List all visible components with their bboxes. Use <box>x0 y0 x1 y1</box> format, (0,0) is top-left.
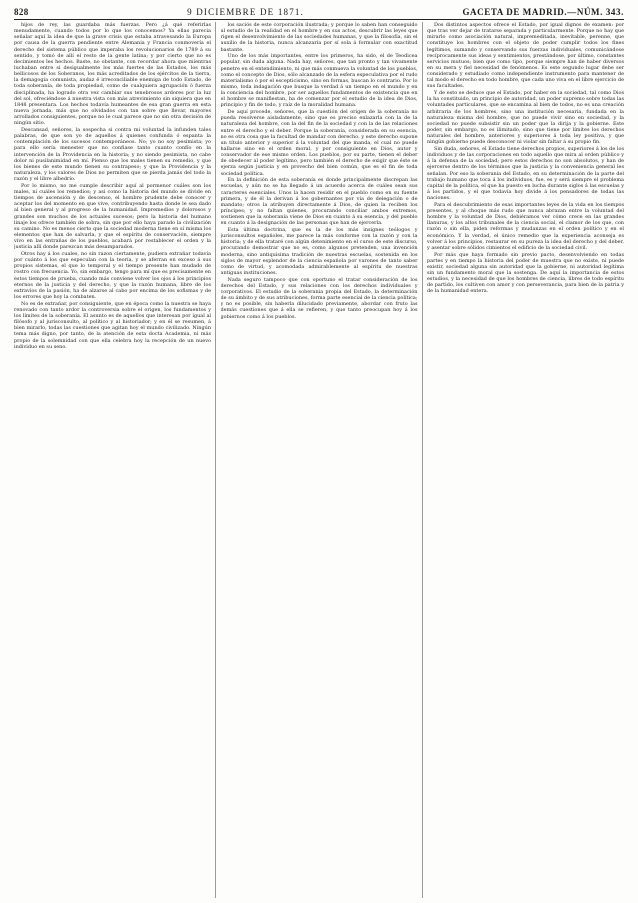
paragraph: Nada seguro tampoco que con oportuno el tratar consideración de los derechos del Estado, y sus relaciones con los derechos individuales y corporativos. El estudio de la soberanía propia del Estado, la determinación de su ámbito y de sus atribuciones, forma parte esencial de la ciencia política; y no es posible, sin haberla dilucidado previamente, abordar con fruto las demás cuestiones que á ella se refieren, y que tanto preocupan hoy á los gobiernos como á los pueblos. <box>220 276 418 320</box>
publication-title: GACETA DE MADRID.—NÚM. 343. <box>462 6 624 17</box>
paragraph: hijos de rey, las guardaba más fuerzas. Pero ¿á qué referirlas menudamente, cuando todos por lo que los conocemos? Ya ellas parecia señalar aquí la idea de que la grave crisis que estaba atravesando la Europa por causa de la guerra pendiente entre Alemania y Francia conmovería el derecho del sistema público que imperaba los revolucionarios de 1789 á su sentido, y tomó de allí el resto de la gente latina; y por cierto que no es decimientos les hechos. Baste, no obstante, con recordar ahora que mientras luchaban entre sí desigualmente los más fuertes de las Estados, los más bellicosos de los Soberanos, los más acreditados de los ejércitos de la tierra, la demagogia comunista, audaz é irreconciliable enemiga de todo Estado, de toda soberanía, de toda propiedad, como de cualquiera agrupación ó fuerza disciplinada, ha logrado otra vez cambiar sus tenebrosos ardores por la luz del sol, ofreciéndose á nuestra vista con más atrevimiento sin siquiera que en 1848 presentara. Los hechos todavía humeantes de esa gran guerra en esta nueva jornada, más que no olvidados con tan sobre que llevar, mayores arrollados consiguientes, porque no le cual parece que no sin otra decisión de ningún sitio. <box>14 22 211 127</box>
paragraph: los saciós de este corporación ilustrada; y porque lo saben han conseguido al estudio de la realidad en el hombre y en sus actos, descubrir las leyes que rigen el desenvolvimiento de las sociedades humanas, y que la filosofía, sin el auxilio de la historia, nunca alcanzaría por sí sola á formular con exactitud bastante. <box>220 22 418 53</box>
column-divider <box>422 22 423 898</box>
page-header <box>14 4 624 19</box>
paragraph: Por más que haya formado sin previo pacto, desenvolviendo en todas partes y en tiempo la historia del poder de muestra que no existe, ni puede existir, sociedad alguna sin autoridad que la gobierne, ni autoridad legítima sin un fundamento moral que la sostenga. De aquí la importancia de estos estudios, y la necesidad de que los hombres de ciencia, libres de todo espíritu de partido, los cultiven con amor y con perseverancia, para bien de la patria y de la humanidad entera. <box>427 251 624 295</box>
paragraph: Sin duda, señores, el Estado tiene derechos propios, superiores á los de los individuos y de las corporaciones en todo aquello que mira al orden público y á la defensa de la sociedad; pero estos derechos no son absolutos, y han de ejercerse dentro de los términos que la justicia y la conveniencia general les señalan. Por eso la soberanía del Estado, en su determinación de la parte del trabajo humano que toca á los individuos, fue, es y será siempre el problema capital de la política, el que ha puesto en lucha durante siglos á las escuelas y á los partidos, y el que todavía hoy divide á los pensadores de todas las naciones. <box>427 146 624 202</box>
paragraph: Y de esto se deduce que el Estado, por haber en la sociedad, tal como Dios la ha constituido, un principio de autoridad, un poder supremo sobre todas las voluntades particulares, que se encamina al bien de todos, no es una creación arbitraria de los hombres, sino una institución necesaria, fundada en la naturaleza misma del hombre, que no puede vivir sino en sociedad, y la sociedad no puede subsistir sin un poder que la dirija y la gobierne. Este poder, sin embargo, no es ilimitado, sino que tiene por límites los derechos naturales del hombre, anteriores y superiores á toda ley positiva, y que ningún gobierno puede desconocer ni violar sin faltar á su propio fin. <box>427 90 624 146</box>
paragraph: De aquí procede, señores, que la cuestión del origen de la soberanía no pueda resolverse aisladamente, sino que es preciso enlazarla con la de la naturaleza del hombre, con la del fin de la sociedad y con la de las relaciones entre el derecho y el deber. Porque la soberanía, considerada en su esencia, no es otra cosa que la facultad de mandar con derecho, y este derecho supone un título anterior y superior á la voluntad del que manda, el cual no puede hallarse sino en el orden moral, y por consiguiente en Dios, autor y conservador de ese mismo orden. Los pueblos, por su parte, tienen el deber de obedecer al poder legítimo, pero también el derecho de exigir que éste se ejerza según justicia y en provecho del bien común, que es el fin de toda sociedad política. <box>220 109 418 177</box>
column-middle <box>221 22 418 898</box>
text-columns <box>14 22 624 898</box>
paragraph: Por lo mismo, no me cumple describir aquí al pormenor cuáles son los males, ni cuáles los remedios; y así como la historia del mundo se divide en tiempos de ascensión y de descenso, el hombre prudente debe conocer y aceptar los del momento en que vive, contribuyendo hasta donde le sea dado al bien general y al progreso de la humanidad. Impremedios y dolorosos y grandes son muchos de los actuales sucesos; pero la historia del humano linaje los ofrece también de sobra, sin que por ello haya parado la civilización su camino. No es menos cierto que la sociedad moderna tiene en sí misma los elementos que han de salvarla, y que el espíritu de conservación, siempre vivo en las entrañas de los pueblos, acabará por restablecer el orden y la justicia allí donde parezcan más desamparados. <box>14 182 211 251</box>
header-rule <box>14 19 624 20</box>
paragraph: No es de extrañar, por consiguiente, que en época como la nuestra se haya renovado con tanto ardor la controversia sobre el origen, los fundamentos y los límites de la soberanía. El asunto es de aquellos que interesan por igual al filósofo y al jurisconsulto, al político y al historiador; y en él se resumen, á bien mirarlo, todas las cuestiones que agitan hoy el mundo civilizado. Ningún tema más digno, por tanto, de la atención de esta docta Academia, ni más propio de la solemnidad con que ella celebra hoy la recepción de un nuevo individuo en su seno. <box>14 300 211 350</box>
paragraph: Descansad, señores, la sospecha si contra mi voluntad la infunden tales palabras, de que son yo de aquellos á quienes confunda ó espanta la contemplación de los sucesos contemporáneos. No; yo no soy pesimista; yo para ello sería menester que no confiase tanto cuanto confío en la intervención de la Providencia en la historia; y no siendo pesimista, no cabe dolor ni pusilanimidad en mí. Pienso que los males tienen su remedio, y que los bienes de este mundo tienen su contrapeso; y que la Providencia y la naturaleza, y los valores de Dios no permiten que se pierda jamás del todo la razón y el libre albedrío. <box>14 126 211 183</box>
column-left <box>14 22 211 898</box>
issue-date: 9 DICIEMBRE DE 1871. <box>187 6 305 17</box>
paragraph: Dos distintos aspectos ofrece el Estado, por igual dignos de examen: por que tras ver dejar de tratarse separada y particularmente. Porque no hay que mirarlo como asociación natural, impremeditada, inevitable, perenne, que constituye los hombres con el objeto de poder cumplir todos los fines legítimos, sumando y conservando sus fuerzas individuales, comunicándose recíprocamente sus ideas y sentimientos, prestándose, por último, constantes servicios mutuos; bien que como tipo, porque siempre han de haber diversos en su mera y fiel necesidad de fenómenos. Es este segundo lugar debe ser considerado y estudiado como independiente instrumento para mantener de tal modo el derecho en todo hombre, que cada uno viva en el libre ejercicio de sus facultades. <box>427 22 624 90</box>
column-divider <box>215 22 216 898</box>
column-right <box>427 22 624 898</box>
paragraph: En la definición de esta soberanía es donde principalmente discrepan las escuelas, y aún no se ha llegado á un acuerdo acerca de cuáles sean sus caracteres esenciales. Unos la hacen residir en el pueblo como en su fuente primera, y de él la derivan á los gobernantes por vía de delegación o de mandato; otros la atribuyen directamente á Dios, de quien la reciben los príncipes; y no faltan quienes, procurando conciliar ambos extremos, sostienen que la soberanía viene de Dios en cuanto á su esencia, y del pueblo en cuanto á la designación de las personas que han de ejercerla. <box>220 177 418 227</box>
paragraph: Para el descubrimiento de esas importantes leyes de la vida en los tiempos presentes, y al choque más rudo que nunca abrazan entre la voluntad del hombre y la voluntad de Dios, debiéramos ver cómo crece en las grandes llanuras, y los altos tribunales de la ciencia social, el clamor de los que, con razón o sin ella, piden reformas y mudanzas en el orden político y en el económico. Y la verdad, el único remedio que la experiencia aconseja es volver á los principios, restaurar en su pureza la idea del derecho y del deber, y asentar sobre sólidos cimientos el edificio de la sociedad civil. <box>427 201 624 251</box>
paragraph: Otros hay á los cuales, no sin razon ciertamente, pudiera extrañar todavía por cuánto á los que especulan con la teoría, y se aferran en exceso á sus propios sistemas, el que lo temporal y el tiempo presente han mudado de rostro con frecuencia. Yo, sin embargo, tengo para mí que es precisamente en estos tiempos de prueba, cuando más conviene volver los ojos á los principios eternos de la justicia y del derecho, y que la razón humana, libre de los extravíos de la pasión, ha de alzarse al cabo por encima de los sofismas y de los errores que hoy la combaten. <box>14 250 211 300</box>
paragraph: Esta última doctrina, que es la de los más insignes teólogos y jurisconsultos españoles, me parece la más conforme con la razón y con la historia; y de ella trataré con algún detenimiento en el curso de este discurso, procurando demostrar que no es, como algunos pretenden, una invención moderna, sino antiquísima tradición de nuestras escuelas, sostenida en los siglos de mayor esplendor de la ciencia española por varones de tanto saber como de virtud, y acomodada admirablemente al espíritu de nuestras antiguas instituciones. <box>220 227 418 276</box>
page-number: 828 <box>14 6 29 17</box>
paragraph: Uno de los más importantes, entre los primeros, ha sido, el de Teodicea popular, sin duda alguna. Nada hay, señores, que tan pronto y tan vivamente penetre en el entendimiento, ni que más conmueva la voluntad de los pueblos, como el concepto de Dios, sólo alcanzado de la esfera especulativa por el rudo materialismo ó por el escepticismo, sino en formas, buscan lo contrario. Por lo mismo, toda indagación que busque la verdad á un tiempo en el mundo y en la conciencia del hombre, por ser aquellos fundamentos de existencia que en el hombre se manifiestan, ha de comenzar por el estudio de la idea de Dios, principio y fin de todo, y raíz de la moralidad humana. <box>220 53 418 109</box>
